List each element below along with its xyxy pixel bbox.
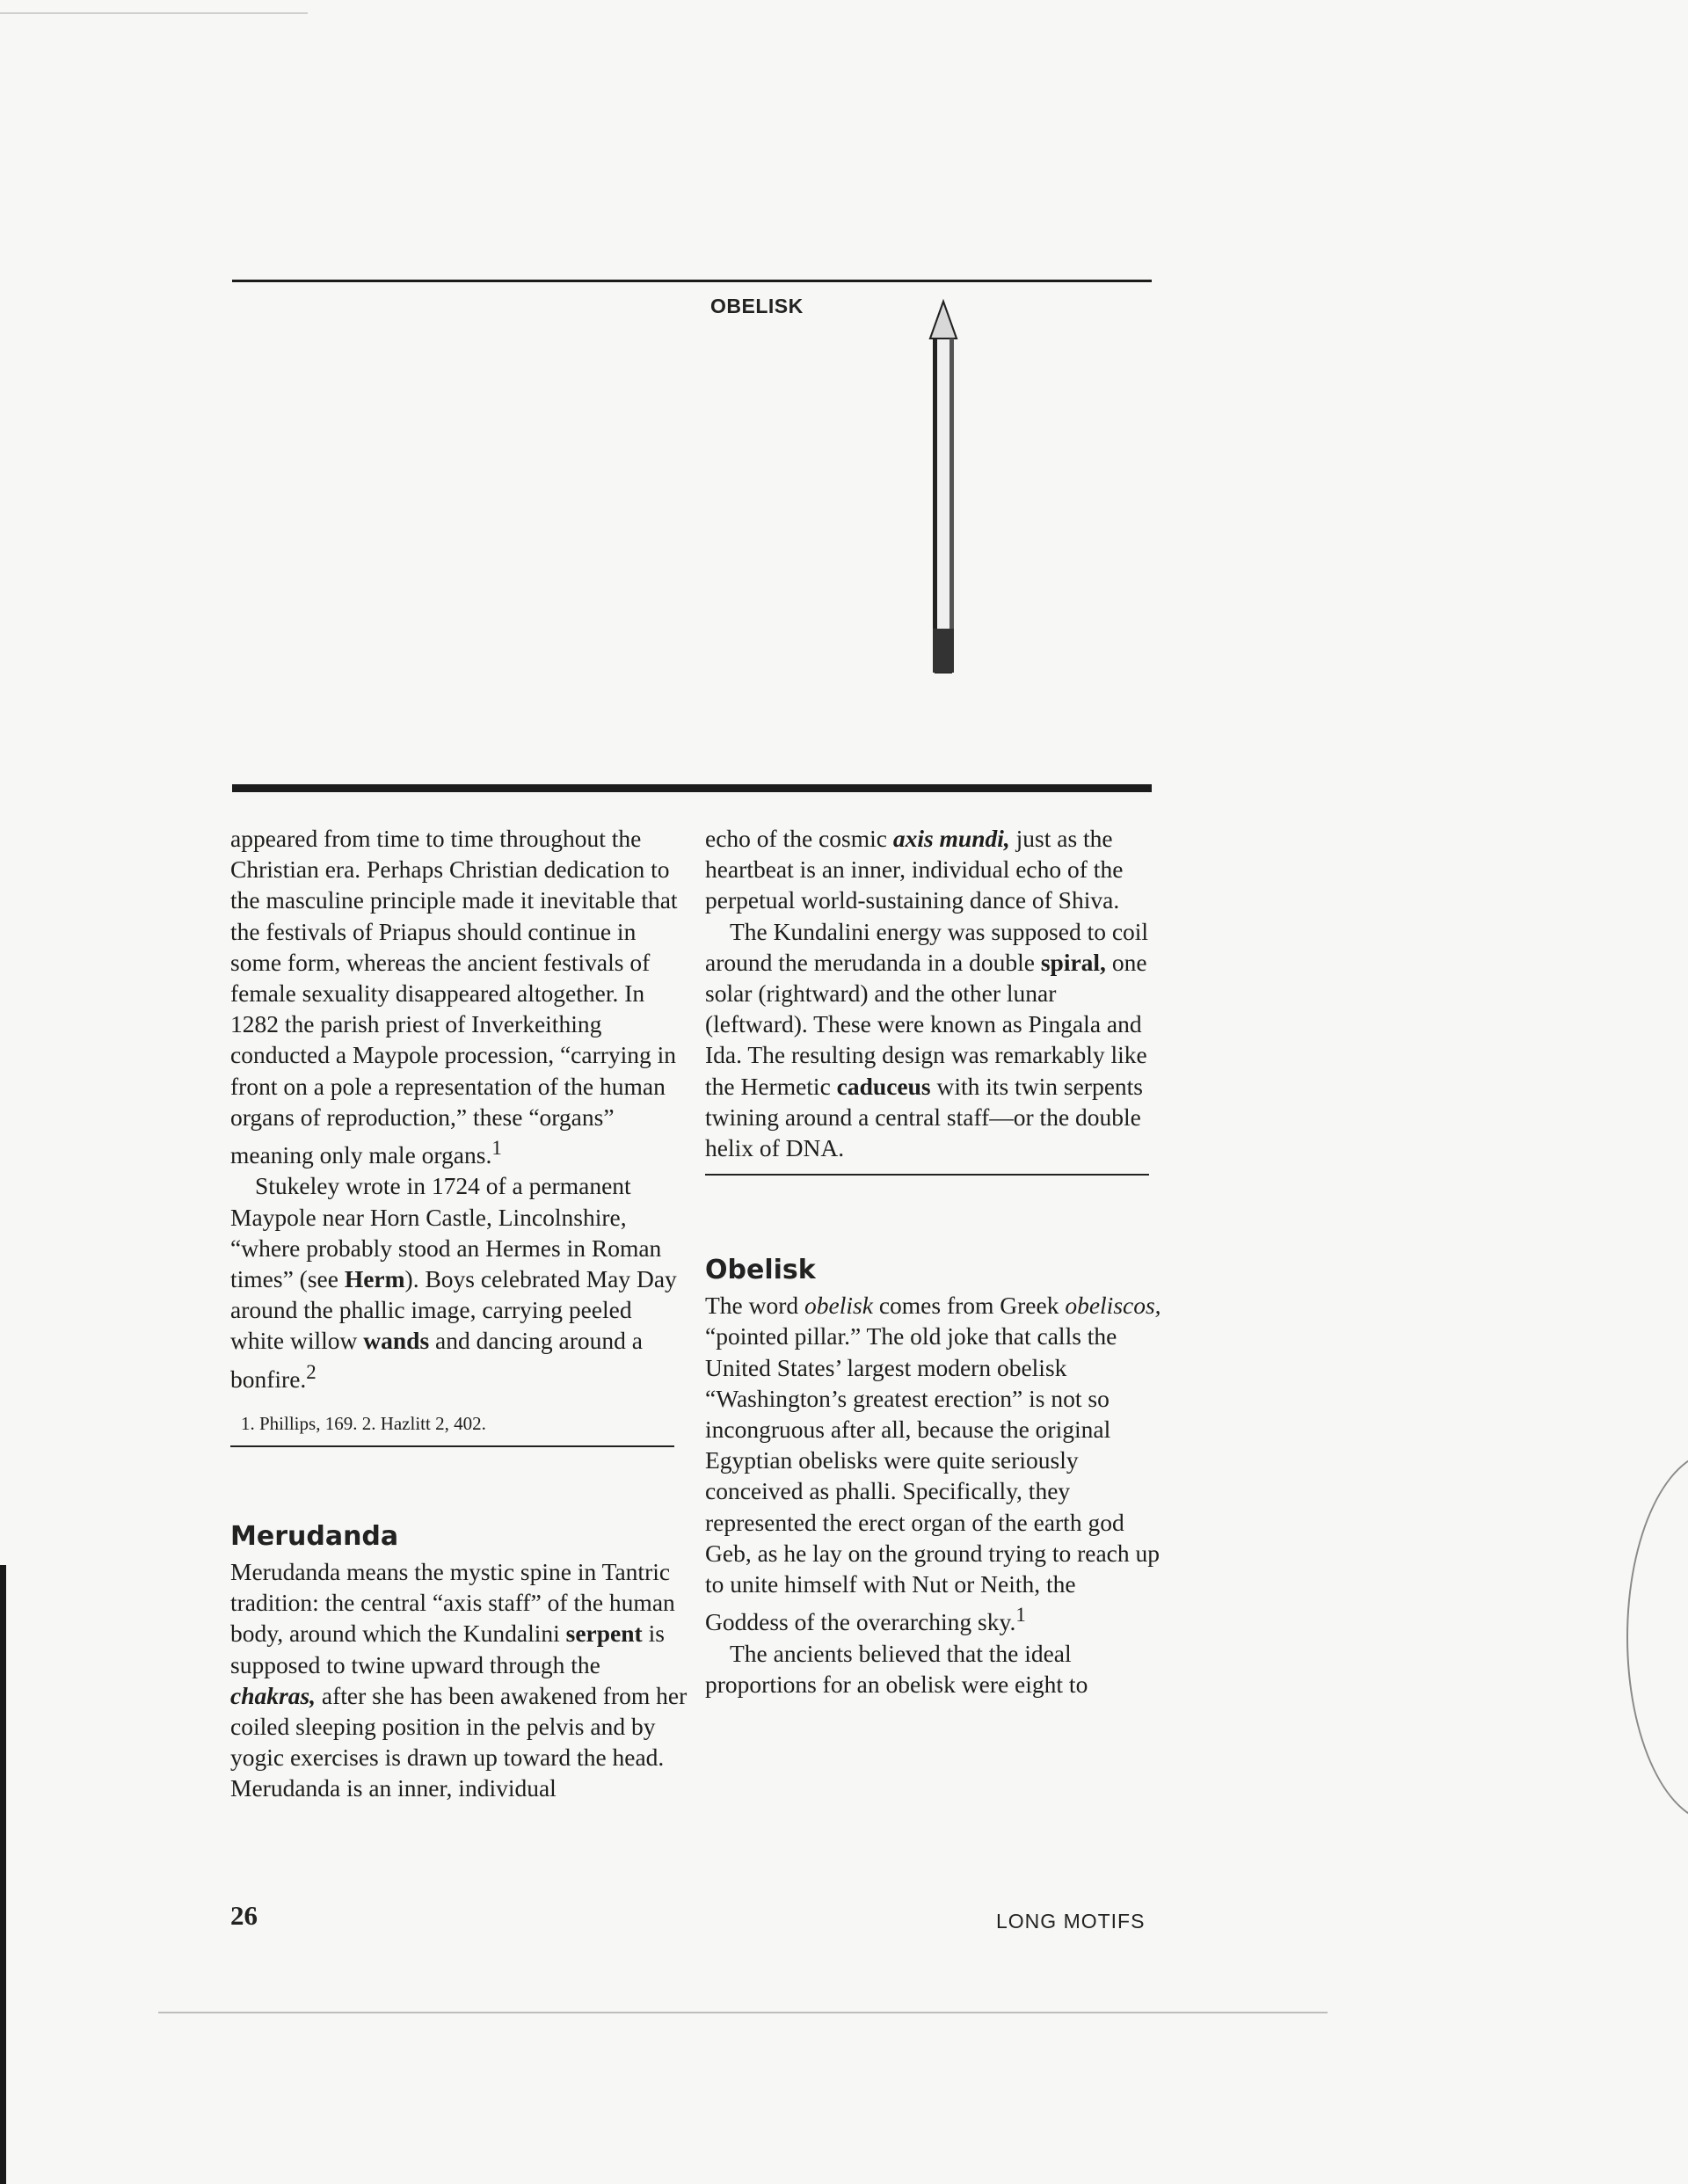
running-head: OBELISK — [710, 295, 804, 317]
cross-reference[interactable]: caduceus — [836, 1072, 931, 1100]
scan-artifact-bottom — [158, 2012, 1328, 2013]
cross-reference[interactable]: axis mundi, — [892, 825, 1010, 852]
page-number: 26 — [230, 1900, 258, 1931]
footnote-ref: 1 — [1015, 1604, 1026, 1627]
paragraph: appeared from time to time throughout the Christian era. Perhaps Christian dedication to the masculine principle made it inevitable that the festivals of Priapus should continue in some form, whereas the ancient festivals of female sexuality disappeared altogether. In 1282 the parish priest of Inverkeithing conducted a Maypole procession, “carrying in front on a pole a representation of the human organs of reproduction,” these “organs” meaning only male organs.$^1$ — [230, 825, 678, 1169]
entry-rule — [230, 1445, 674, 1447]
book-title: LONG MOTIFS — [996, 1910, 1146, 1933]
entry-title: Merudanda — [230, 1520, 399, 1552]
cross-reference[interactable]: chakras, — [230, 1681, 316, 1709]
term: obeliscos, — [1065, 1292, 1161, 1320]
cross-reference[interactable]: spiral, — [1040, 948, 1106, 976]
entry-rule — [705, 1174, 1149, 1176]
paragraph: Merudanda means the mystic spine in Tantric tradition: the central “axis staff” of the human body, around which the Kundalini serpent is supposed to twine upward through the chakras, after she has been awakened from her coiled sleeping position in the pelvis and by yogic exercises is drawn up toward the head. Merudanda is an inner, individual — [230, 1557, 688, 1802]
right-column — [705, 823, 1162, 1700]
left-column — [230, 823, 688, 1804]
cross-reference[interactable]: serpent — [565, 1620, 643, 1648]
footnote-ref: 1 — [491, 1137, 502, 1160]
cross-reference[interactable]: wands — [363, 1327, 430, 1355]
paragraph: echo of the cosmic axis mundi, just as the heartbeat is an inner, individual echo of the perpetual world-sustaining dance of Shiva. — [705, 825, 1124, 914]
footnote-ref: 2 — [306, 1360, 316, 1383]
section-divider-thick — [232, 784, 1152, 792]
obelisk-illustration-icon — [879, 295, 976, 681]
header-rule — [232, 280, 1152, 282]
paragraph: Stukeley wrote in 1724 of a permanent Maypole near Horn Castle, Lincolnshire, “where probably stood an Hermes in Roman times” (see Herm). Boys celebrated May Day around the phallic image, carrying peeled white willow wands and dancing around a bonfire.$^2$ — [230, 1172, 677, 1393]
scan-artifact-left-edge — [0, 1565, 6, 2184]
scan-artifact-paper-curl — [1626, 1451, 1688, 1824]
scan-artifact-top — [0, 12, 308, 14]
entry-title: Obelisk — [705, 1255, 816, 1286]
term: obelisk — [804, 1292, 873, 1320]
footnotes: 1. Phillips, 169. 2. Hazlitt 2, 402. — [241, 1412, 486, 1434]
paragraph: The ancients believed that the ideal proportions for an obelisk were eight to — [705, 1639, 1088, 1698]
cross-reference[interactable]: Herm — [344, 1265, 405, 1292]
paragraph: The word obelisk comes from Greek obeliscos, “pointed pillar.” The old joke that calls the United States’ largest modern obelisk “Washington’s greatest erection” is not so incongruous after all, because the original Egyptian obelisks were quite seriously conceived as phalli. Specifically, they represented the erect organ of the earth god Geb, as he lay on the ground trying to reach up to unite himself with Nut or Neith, the Goddess of the overarching sky.$^1$ — [705, 1292, 1161, 1636]
paragraph: The Kundalini energy was supposed to coil around the merudanda in a double spiral, one solar (rightward) and the other lunar (leftward). These were known as Pingala and Ida. The resulting design was remarkably like the Hermetic caduceus with its twin serpents twining around a central staff—or the double helix of DNA. — [705, 917, 1149, 1162]
